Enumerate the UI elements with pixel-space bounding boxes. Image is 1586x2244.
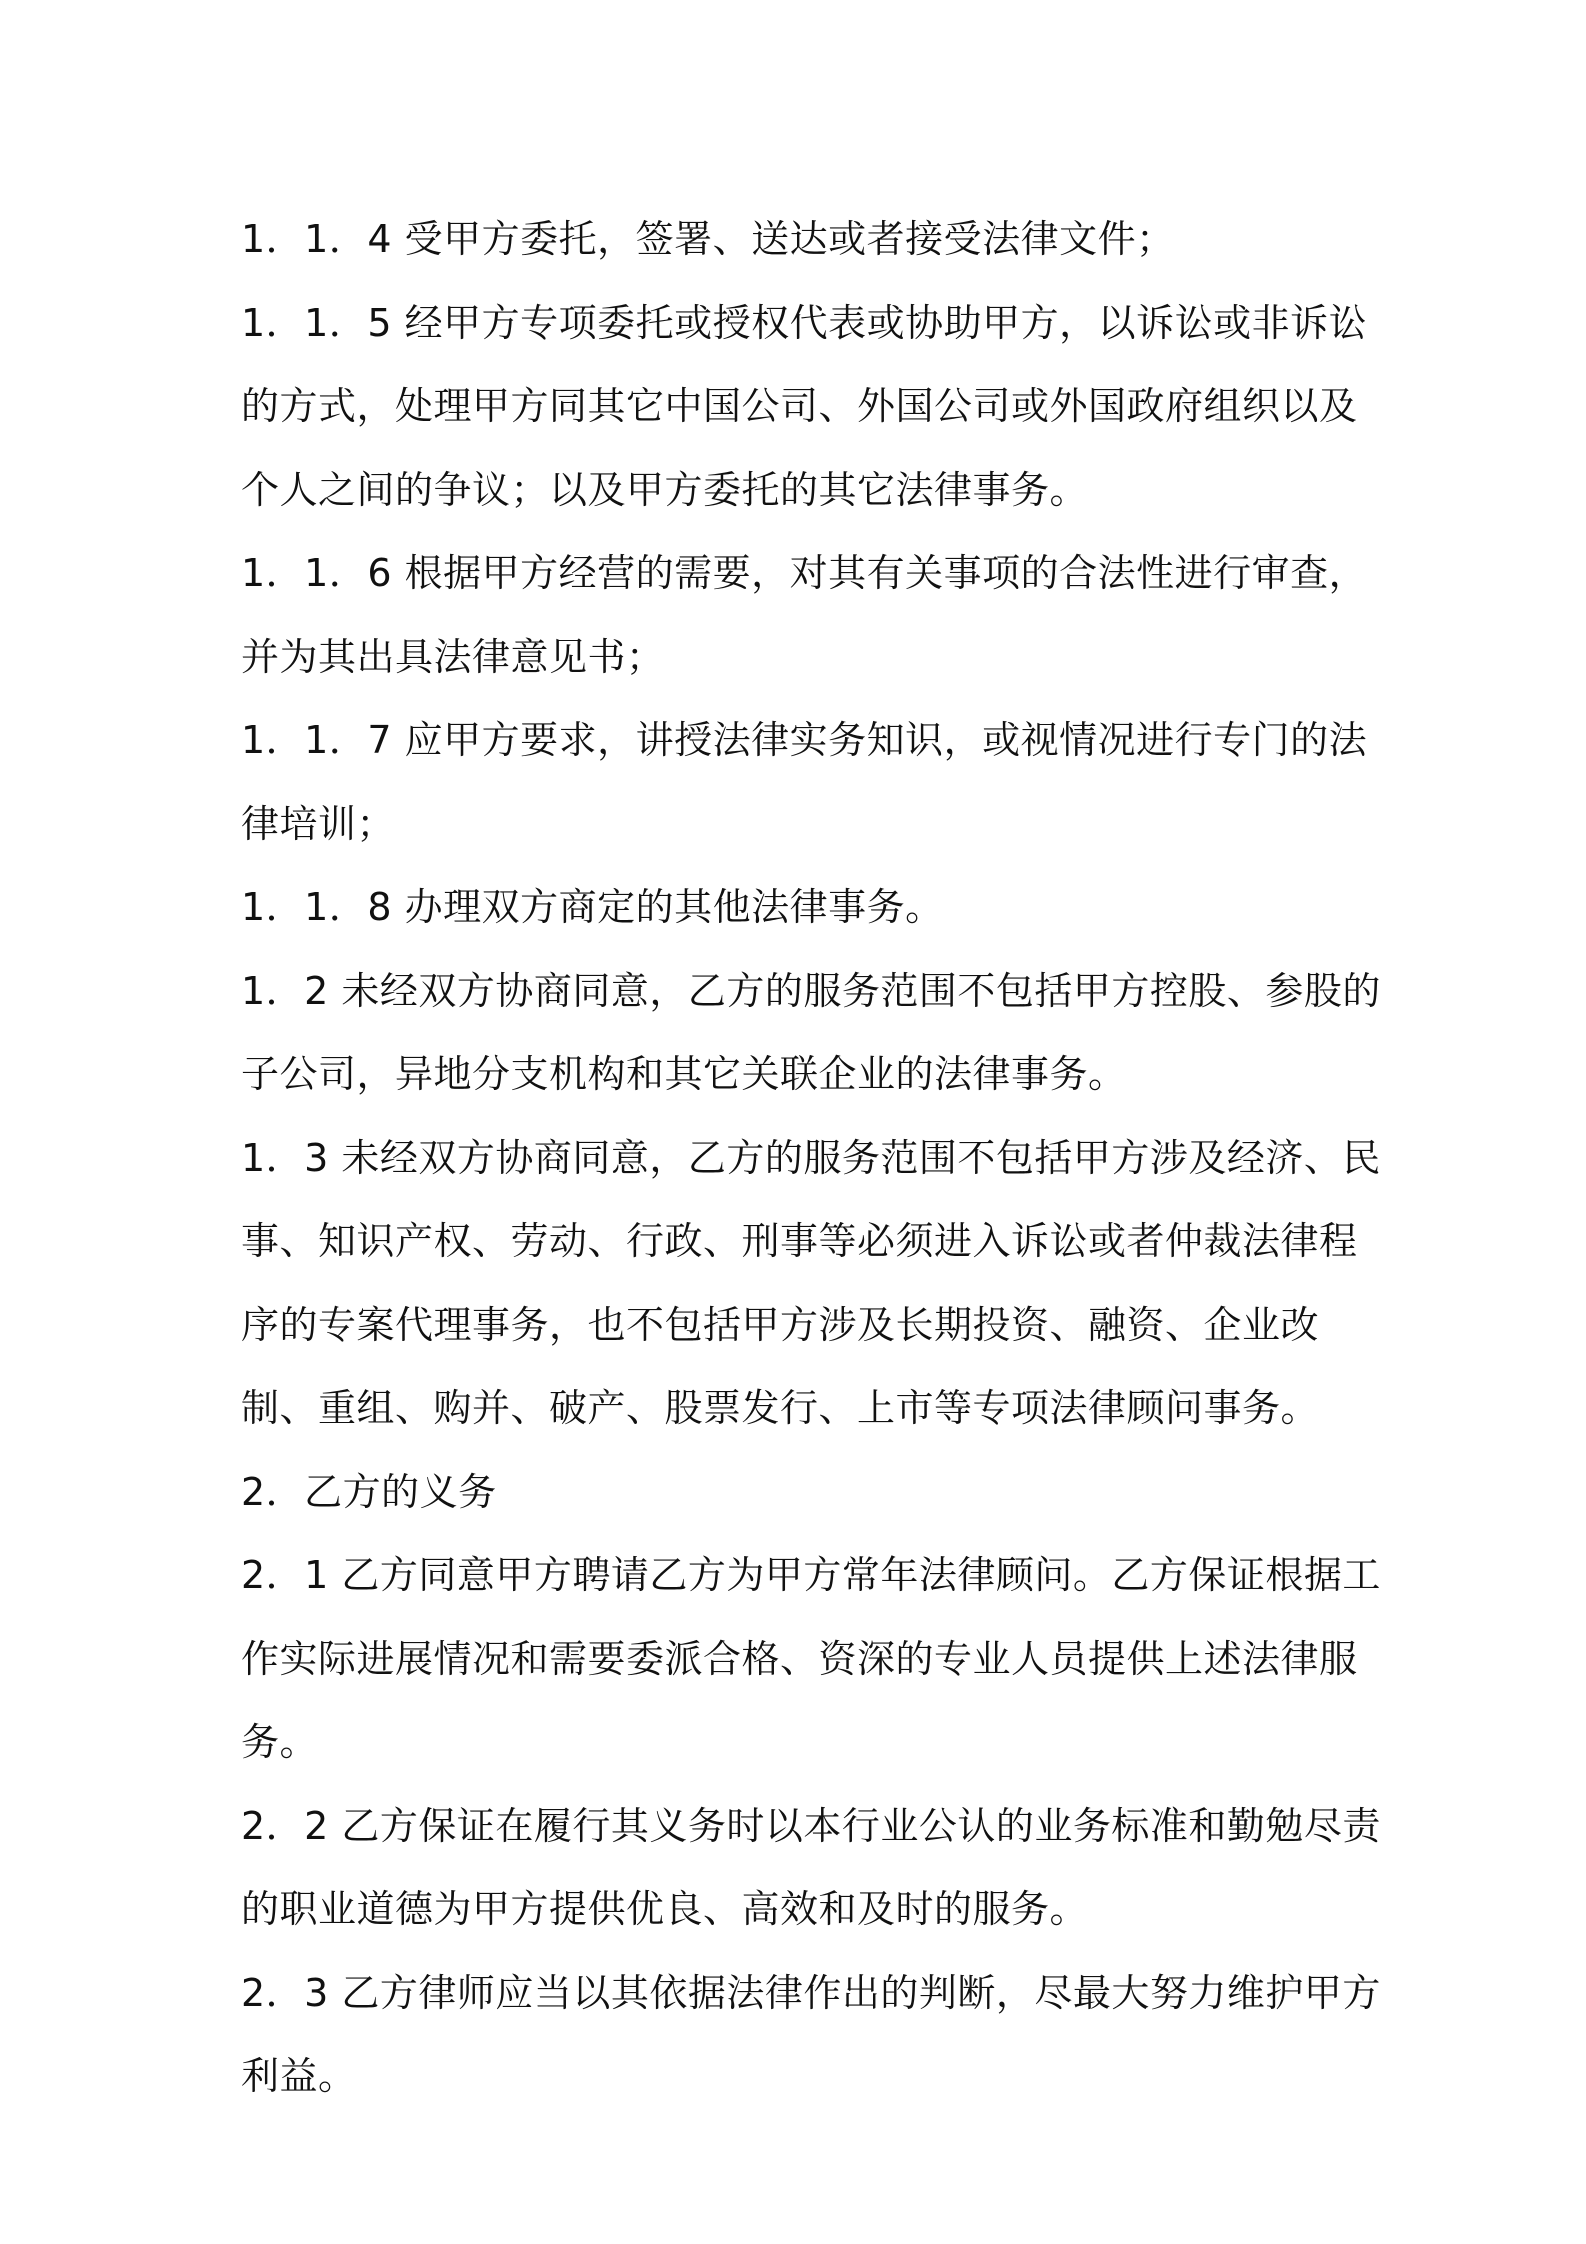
paragraph-1-1-6: 1．1．6 根据甲方经营的需要，对其有关事项的合法性进行审查，并为其出具法律意见书； (241, 551, 1368, 679)
paragraph-1-2: 1．2 未经双方协商同意，乙方的服务范围不包括甲方控股、参股的子公司，异地分支机构和其它关联企业的法律事务。 (241, 968, 1381, 1096)
paragraph-2-3: 2．3 乙方律师应当以其依据法律作出的判断，尽最大努力维护甲方利益。 (241, 1970, 1381, 2098)
paragraph-1-3: 1．3 未经双方协商同意，乙方的服务范围不包括甲方涉及经济、民事、知识产权、劳动、行政、刑事等必须进入诉讼或者仲裁法律程序的专案代理事务，也不包括甲方涉及长期投资、融资、企业改制、重组、购并、破产、股票发行、上市等专项法律顾问事务。 2．乙方的义务 (241, 1135, 1381, 1514)
paragraph-1-1-4: 1．1．4 受甲方委托，签署、送达或者接受法律文件； (241, 217, 1175, 261)
paragraph-2-2: 2．2 乙方保证在履行其义务时以本行业公认的业务标准和勤勉尽责的职业道德为甲方提供优良、高效和及时的服务。 (241, 1803, 1381, 1931)
paragraph-1-1-5: 1．1．5 经甲方专项委托或授权代表或协助甲方，以诉讼或非诉讼的方式，处理甲方同其它中国公司、外国公司或外国政府组织以及个人之间的争议；以及甲方委托的其它法律事务。 (241, 300, 1368, 512)
paragraph-2-1: 2．1 乙方同意甲方聘请乙方为甲方常年法律顾问。乙方保证根据工作实际进展情况和需要委派合格、资深的专业人员提供上述法律服务。 (241, 1553, 1381, 1764)
paragraph-1-1-8: 1．1．8 办理双方商定的其他法律事务。 (241, 885, 944, 929)
paragraph-1-1-7: 1．1．7 应甲方要求，讲授法律实务知识，或视情况进行专门的法律培训； (241, 718, 1368, 846)
document-body (241, 198, 1381, 2119)
